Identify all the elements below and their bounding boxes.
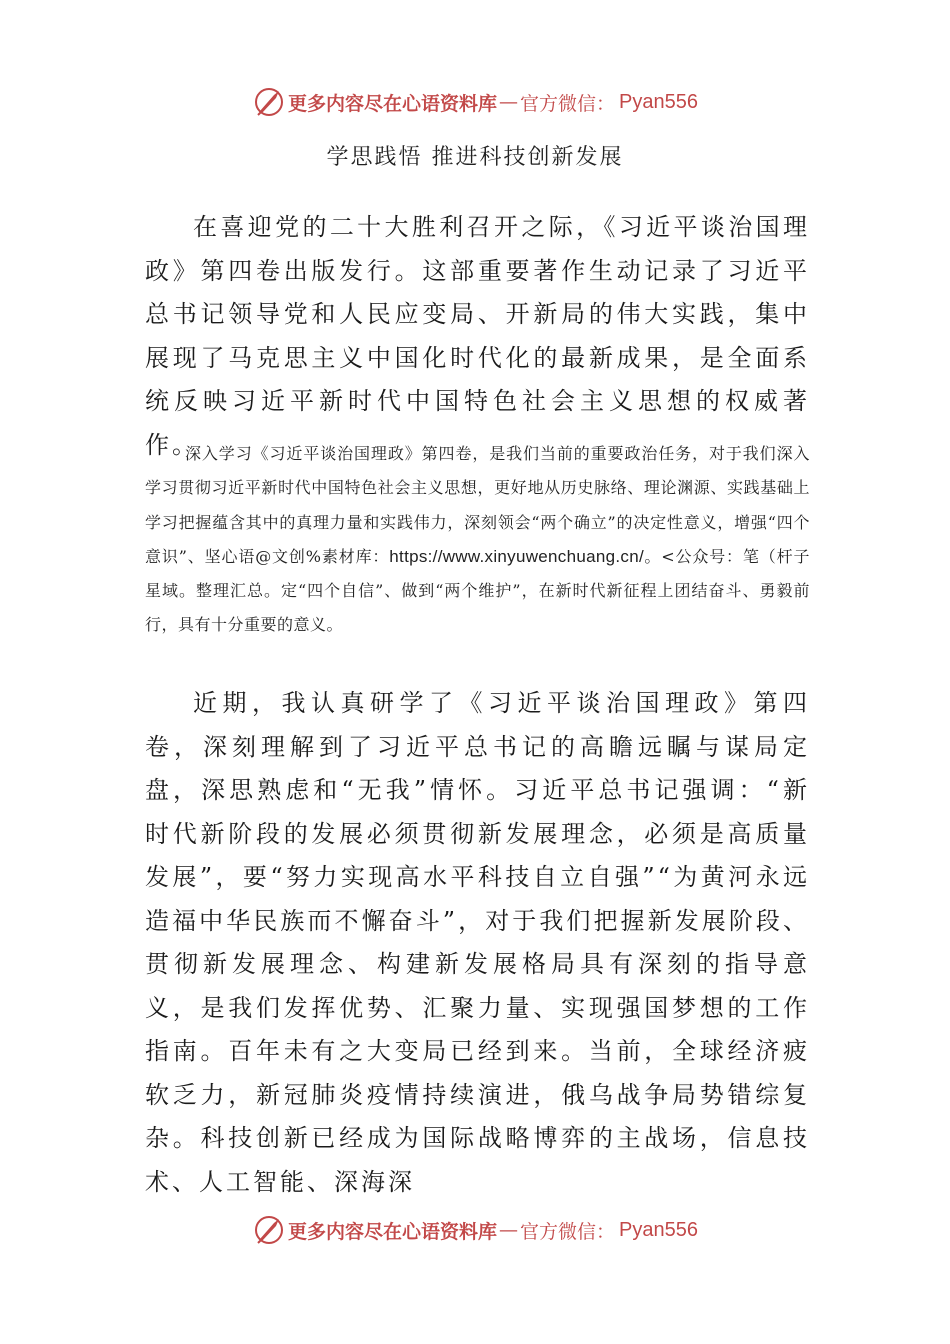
watermark-site-text: 更多内容尽在心语资料库 xyxy=(288,92,498,115)
watermark-wechat-id: Pyan556 xyxy=(619,1218,698,1241)
watermark-banner-top xyxy=(0,82,950,122)
watermark-site-text: 更多内容尽在心语资料库 xyxy=(288,1220,498,1243)
pen-nib-circle-icon xyxy=(252,85,286,119)
paragraph-1: 在喜迎党的二十大胜利召开之际，《习近平谈治国理政》第四卷出版发行。这部重要著作生动记录了习近平总书记领导党和人民应变局、开新局的伟大实践，集中展现了马克思主义中国化时代化的最新成果，是全面系统反映习近平新时代中国特色社会主义思想的权威著作。 xyxy=(145,213,810,459)
paragraph-2-text-b: 。<公众号：笔（杆子星域。整理汇总。定“四个自信”、做到“两个维护”，在新时代新征程上团结奋斗、勇毅前行，具有十分重要的意义。 xyxy=(145,546,810,635)
pen-nib-circle-icon xyxy=(252,1213,286,1247)
paragraph-2 xyxy=(145,437,810,643)
watermark-label: 官方微信： xyxy=(520,1220,616,1243)
watermark-label: 官方微信： xyxy=(520,92,616,115)
watermark-wechat-id: Pyan556 xyxy=(619,90,698,113)
paragraph-2-url: https://www.xinyuwenchuang.cn/ xyxy=(389,546,644,566)
watermark-separator: — xyxy=(499,91,519,113)
paragraph-2-text-a: 深入学习《习近平谈治国理政》第四卷，是我们当前的重要政治任务，对于我们深入学习贯彻习近平新时代中国特色社会主义思想，更好地从历史脉络、理论渊源、实践基础上学习把握蕴含其中的真理力量和实践伟力，深刻领会“两个确立”的决定性意义，增强“四个意识”、坚心语@文创%素材库： xyxy=(145,444,810,566)
paragraph-3: 近期，我认真研学了《习近平谈治国理政》第四卷，深刻理解到了习近平总书记的高瞻远瞩与谋局定盘，深思熟虑和“无我”情怀。习近平总书记强调：“新时代新阶段的发展必须贯彻新发展理念，必须是高质量发展”，要“努力实现高水平科技自立自强”“为黄河永远造福中华民族而不懈奋斗”，对于我们把握新发展阶段、贯彻新发展理念、构建新发展格局具有深刻的指导意义，是我们发挥优势、汇聚力量、实现强国梦想的工作指南。百年未有之大变局已经到来。当前，全球经济疲软乏力，新冠肺炎疫情持续演进，俄乌战争局势错综复杂。科技创新已经成为国际战略博弈的主战场，信息技术、人工智能、深海深 xyxy=(145,689,810,1196)
watermark-banner-bottom xyxy=(0,1210,950,1250)
watermark-separator: — xyxy=(499,1219,519,1241)
document-title: 学思践悟 推进科技创新发展 xyxy=(326,145,624,170)
